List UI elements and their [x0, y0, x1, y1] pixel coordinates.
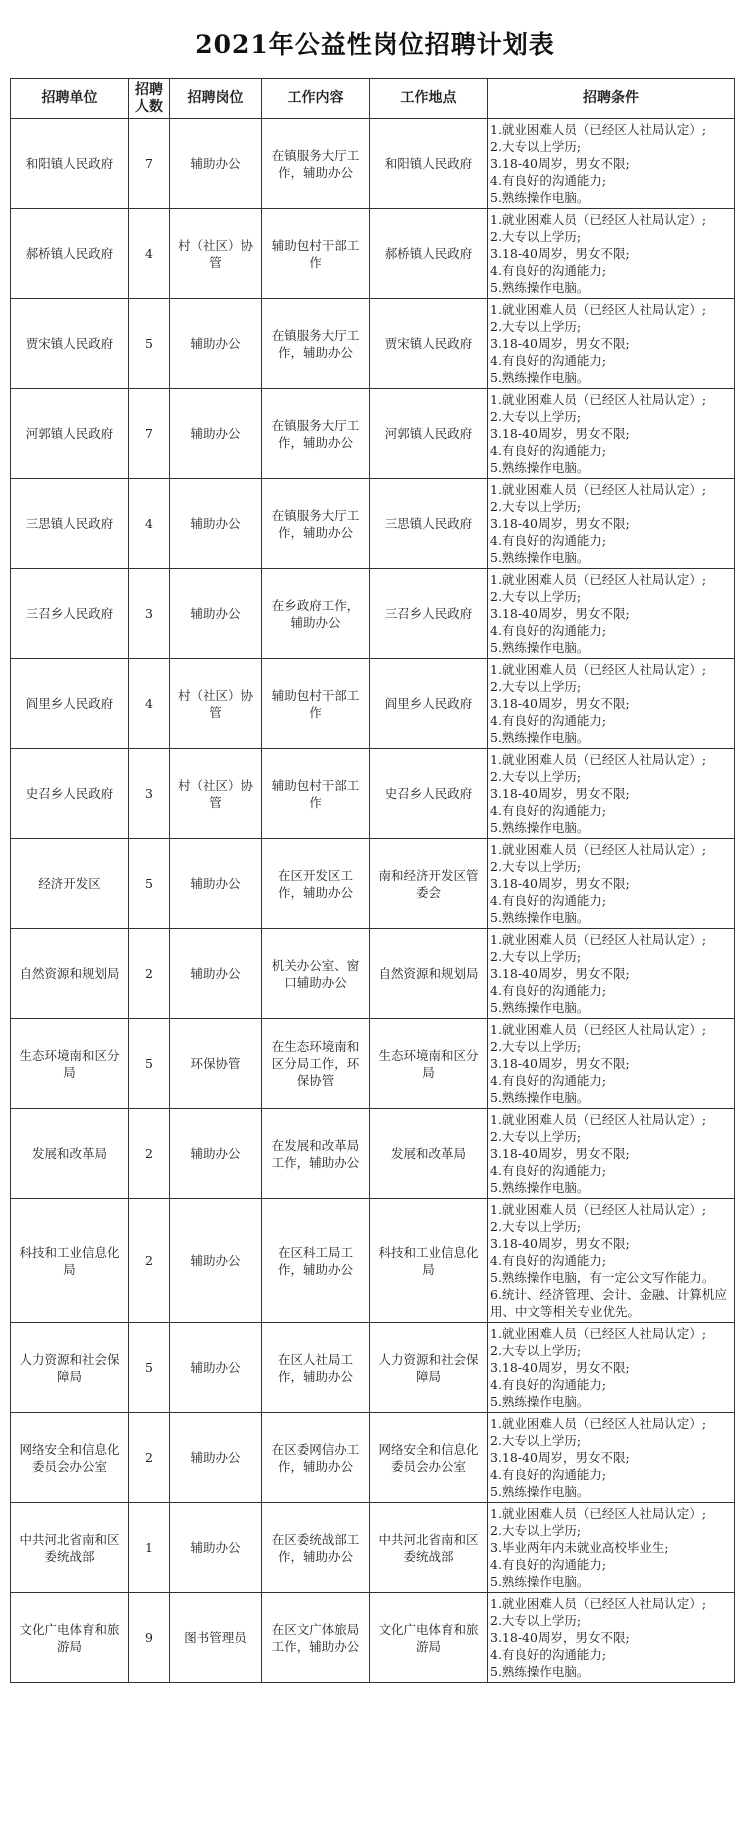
condition-item: 5.熟练操作电脑。 — [490, 730, 590, 745]
cell-count: 4 — [129, 209, 170, 299]
condition-item: 6.统计、经济管理、会计、金融、计算机应用、中文等相关专业优先。 — [490, 1287, 727, 1319]
cell-conditions — [488, 659, 735, 749]
cell-conditions — [488, 929, 735, 1019]
condition-item: 3.18-40周岁，男女不限; — [490, 516, 630, 531]
condition-item: 1.就业困难人员（已经区人社局认定）; — [490, 1202, 707, 1217]
cell-conditions — [488, 1019, 735, 1109]
cell-unit: 河郭镇人民政府 — [11, 389, 129, 479]
condition-item: 4.有良好的沟通能力; — [490, 803, 607, 818]
cell-content: 在区文广体旅局工作，辅助办公 — [262, 1593, 370, 1683]
cell-count: 2 — [129, 929, 170, 1019]
cell-count: 2 — [129, 1199, 170, 1323]
table-row — [11, 569, 735, 659]
condition-item: 2.大专以上学历; — [490, 1523, 582, 1538]
condition-item: 3.18-40周岁，男女不限; — [490, 1360, 630, 1375]
condition-item: 3.18-40周岁，男女不限; — [490, 1236, 630, 1251]
condition-item: 3.18-40周岁，男女不限; — [490, 1056, 630, 1071]
condition-item: 4.有良好的沟通能力; — [490, 623, 607, 638]
cell-conditions — [488, 1413, 735, 1503]
condition-item: 1.就业困难人员（已经区人社局认定）; — [490, 1112, 707, 1127]
cell-unit: 史召乡人民政府 — [11, 749, 129, 839]
header-count: 招聘人数 — [129, 79, 170, 119]
recruitment-plan-table — [10, 78, 735, 1683]
cell-conditions — [488, 1503, 735, 1593]
cell-location: 中共河北省南和区委统战部 — [370, 1503, 488, 1593]
cell-content: 辅助包村干部工作 — [262, 749, 370, 839]
condition-item: 4.有良好的沟通能力; — [490, 533, 607, 548]
cell-content: 辅助包村干部工作 — [262, 659, 370, 749]
cell-position: 辅助办公 — [170, 119, 262, 209]
table-row — [11, 389, 735, 479]
cell-location: 和阳镇人民政府 — [370, 119, 488, 209]
cell-position: 辅助办公 — [170, 569, 262, 659]
table-row — [11, 119, 735, 209]
condition-item: 1.就业困难人员（已经区人社局认定）; — [490, 1326, 707, 1341]
condition-item: 5.熟练操作电脑。 — [490, 460, 590, 475]
cell-conditions — [488, 299, 735, 389]
condition-item: 3.18-40周岁，男女不限; — [490, 606, 630, 621]
condition-item: 4.有良好的沟通能力; — [490, 1647, 607, 1662]
condition-item: 3.18-40周岁，男女不限; — [490, 876, 630, 891]
cell-conditions — [488, 839, 735, 929]
cell-position: 村（社区）协管 — [170, 209, 262, 299]
cell-content: 在镇服务大厅工作，辅助办公 — [262, 479, 370, 569]
table-row — [11, 209, 735, 299]
condition-item: 1.就业困难人员（已经区人社局认定）; — [490, 392, 707, 407]
condition-item: 5.熟练操作电脑，有一定公文写作能力。 — [490, 1270, 715, 1285]
condition-item: 3.18-40周岁，男女不限; — [490, 1450, 630, 1465]
cell-count: 5 — [129, 299, 170, 389]
condition-item: 1.就业困难人员（已经区人社局认定）; — [490, 932, 707, 947]
cell-location: 阎里乡人民政府 — [370, 659, 488, 749]
table-row — [11, 299, 735, 389]
condition-item: 5.熟练操作电脑。 — [490, 190, 590, 205]
condition-item: 1.就业困难人员（已经区人社局认定）; — [490, 662, 707, 677]
condition-item: 4.有良好的沟通能力; — [490, 983, 607, 998]
condition-item: 4.有良好的沟通能力; — [490, 1073, 607, 1088]
cell-content: 在镇服务大厅工作，辅助办公 — [262, 389, 370, 479]
cell-unit: 贾宋镇人民政府 — [11, 299, 129, 389]
condition-item: 4.有良好的沟通能力; — [490, 173, 607, 188]
condition-item: 1.就业困难人员（已经区人社局认定）; — [490, 212, 707, 227]
condition-item: 3.18-40周岁，男女不限; — [490, 246, 630, 261]
condition-item: 2.大专以上学历; — [490, 1433, 582, 1448]
cell-count: 3 — [129, 749, 170, 839]
condition-item: 4.有良好的沟通能力; — [490, 1467, 607, 1482]
condition-item: 2.大专以上学历; — [490, 1129, 582, 1144]
table-header-row — [11, 79, 735, 119]
condition-item: 3.18-40周岁，男女不限; — [490, 1146, 630, 1161]
cell-location: 科技和工业信息化局 — [370, 1199, 488, 1323]
cell-position: 辅助办公 — [170, 1413, 262, 1503]
cell-location: 自然资源和规划局 — [370, 929, 488, 1019]
cell-location: 南和经济开发区管委会 — [370, 839, 488, 929]
table-row — [11, 479, 735, 569]
cell-location: 三思镇人民政府 — [370, 479, 488, 569]
cell-count: 4 — [129, 659, 170, 749]
cell-conditions — [488, 1323, 735, 1413]
cell-location: 贾宋镇人民政府 — [370, 299, 488, 389]
condition-item: 2.大专以上学历; — [490, 409, 582, 424]
cell-location: 河郭镇人民政府 — [370, 389, 488, 479]
table-row — [11, 1199, 735, 1323]
condition-item: 5.熟练操作电脑。 — [490, 550, 590, 565]
cell-unit: 经济开发区 — [11, 839, 129, 929]
cell-count: 5 — [129, 1019, 170, 1109]
table-row — [11, 1323, 735, 1413]
cell-position: 辅助办公 — [170, 929, 262, 1019]
condition-item: 2.大专以上学历; — [490, 499, 582, 514]
cell-unit: 中共河北省南和区委统战部 — [11, 1503, 129, 1593]
condition-item: 1.就业困难人员（已经区人社局认定）; — [490, 842, 707, 857]
condition-item: 2.大专以上学历; — [490, 859, 582, 874]
condition-item: 3.18-40周岁，男女不限; — [490, 426, 630, 441]
cell-count: 2 — [129, 1413, 170, 1503]
cell-location: 生态环境南和区分局 — [370, 1019, 488, 1109]
cell-location: 人力资源和社会保障局 — [370, 1323, 488, 1413]
cell-count: 9 — [129, 1593, 170, 1683]
cell-count: 2 — [129, 1109, 170, 1199]
table-row — [11, 1019, 735, 1109]
table-row — [11, 929, 735, 1019]
condition-item: 5.熟练操作电脑。 — [490, 1000, 590, 1015]
condition-item: 1.就业困难人员（已经区人社局认定）; — [490, 1416, 707, 1431]
cell-content: 辅助包村干部工作 — [262, 209, 370, 299]
condition-item: 5.熟练操作电脑。 — [490, 1664, 590, 1679]
cell-conditions — [488, 1199, 735, 1323]
cell-position: 辅助办公 — [170, 839, 262, 929]
cell-position: 辅助办公 — [170, 1109, 262, 1199]
header-conditions: 招聘条件 — [488, 79, 735, 119]
cell-unit: 三召乡人民政府 — [11, 569, 129, 659]
condition-item: 3.18-40周岁，男女不限; — [490, 696, 630, 711]
cell-count: 1 — [129, 1503, 170, 1593]
cell-position: 环保协管 — [170, 1019, 262, 1109]
header-content: 工作内容 — [262, 79, 370, 119]
condition-item: 3.18-40周岁，男女不限; — [490, 156, 630, 171]
cell-count: 5 — [129, 839, 170, 929]
table-row — [11, 659, 735, 749]
cell-location: 三召乡人民政府 — [370, 569, 488, 659]
cell-count: 5 — [129, 1323, 170, 1413]
cell-position: 辅助办公 — [170, 389, 262, 479]
condition-item: 2.大专以上学历; — [490, 679, 582, 694]
cell-conditions — [488, 389, 735, 479]
cell-content: 在区开发区工作，辅助办公 — [262, 839, 370, 929]
cell-conditions — [488, 119, 735, 209]
condition-item: 4.有良好的沟通能力; — [490, 1163, 607, 1178]
condition-item: 5.熟练操作电脑。 — [490, 280, 590, 295]
table-row — [11, 749, 735, 839]
cell-position: 辅助办公 — [170, 1503, 262, 1593]
cell-position: 辅助办公 — [170, 1199, 262, 1323]
cell-location: 发展和改革局 — [370, 1109, 488, 1199]
cell-location: 文化广电体育和旅游局 — [370, 1593, 488, 1683]
condition-item: 2.大专以上学历; — [490, 1343, 582, 1358]
header-position: 招聘岗位 — [170, 79, 262, 119]
condition-item: 5.熟练操作电脑。 — [490, 1090, 590, 1105]
condition-item: 4.有良好的沟通能力; — [490, 1253, 607, 1268]
condition-item: 1.就业困难人员（已经区人社局认定）; — [490, 482, 707, 497]
condition-item: 5.熟练操作电脑。 — [490, 1180, 590, 1195]
document-title: 2021年公益性岗位招聘计划表 — [195, 30, 555, 59]
cell-content: 在区委网信办工作，辅助办公 — [262, 1413, 370, 1503]
condition-item: 3.毕业两年内未就业高校毕业生; — [490, 1540, 669, 1555]
condition-item: 5.熟练操作电脑。 — [490, 910, 590, 925]
condition-item: 3.18-40周岁，男女不限; — [490, 966, 630, 981]
header-unit: 招聘单位 — [11, 79, 129, 119]
condition-item: 4.有良好的沟通能力; — [490, 353, 607, 368]
table-row — [11, 839, 735, 929]
cell-conditions — [488, 1109, 735, 1199]
cell-content: 在发展和改革局工作，辅助办公 — [262, 1109, 370, 1199]
condition-item: 1.就业困难人员（已经区人社局认定）; — [490, 122, 707, 137]
condition-item: 2.大专以上学历; — [490, 1219, 582, 1234]
cell-conditions — [488, 209, 735, 299]
header-location: 工作地点 — [370, 79, 488, 119]
condition-item: 4.有良好的沟通能力; — [490, 263, 607, 278]
cell-content: 在乡政府工作，辅助办公 — [262, 569, 370, 659]
condition-item: 4.有良好的沟通能力; — [490, 1557, 607, 1572]
condition-item: 2.大专以上学历; — [490, 139, 582, 154]
cell-conditions — [488, 749, 735, 839]
table-row — [11, 1109, 735, 1199]
condition-item: 3.18-40周岁，男女不限; — [490, 336, 630, 351]
condition-item: 2.大专以上学历; — [490, 769, 582, 784]
cell-content: 在镇服务大厅工作，辅助办公 — [262, 119, 370, 209]
cell-unit: 三思镇人民政府 — [11, 479, 129, 569]
cell-position: 辅助办公 — [170, 479, 262, 569]
condition-item: 1.就业困难人员（已经区人社局认定）; — [490, 752, 707, 767]
condition-item: 5.熟练操作电脑。 — [490, 640, 590, 655]
cell-count: 7 — [129, 119, 170, 209]
cell-unit: 科技和工业信息化局 — [11, 1199, 129, 1323]
cell-content: 在区科工局工作，辅助办公 — [262, 1199, 370, 1323]
cell-count: 7 — [129, 389, 170, 479]
condition-item: 1.就业困难人员（已经区人社局认定）; — [490, 1022, 707, 1037]
cell-content: 在区人社局工作，辅助办公 — [262, 1323, 370, 1413]
table-row — [11, 1503, 735, 1593]
cell-position: 辅助办公 — [170, 1323, 262, 1413]
condition-item: 2.大专以上学历; — [490, 589, 582, 604]
table-row — [11, 1413, 735, 1503]
cell-position: 辅助办公 — [170, 299, 262, 389]
cell-count: 3 — [129, 569, 170, 659]
cell-unit: 发展和改革局 — [11, 1109, 129, 1199]
cell-conditions — [488, 479, 735, 569]
condition-item: 1.就业困难人员（已经区人社局认定）; — [490, 572, 707, 587]
cell-position: 村（社区）协管 — [170, 749, 262, 839]
cell-content: 在镇服务大厅工作，辅助办公 — [262, 299, 370, 389]
cell-unit: 文化广电体育和旅游局 — [11, 1593, 129, 1683]
cell-unit: 自然资源和规划局 — [11, 929, 129, 1019]
condition-item: 5.熟练操作电脑。 — [490, 370, 590, 385]
condition-item: 1.就业困难人员（已经区人社局认定）; — [490, 1596, 707, 1611]
condition-item: 2.大专以上学历; — [490, 949, 582, 964]
cell-position: 村（社区）协管 — [170, 659, 262, 749]
cell-unit: 郝桥镇人民政府 — [11, 209, 129, 299]
condition-item: 2.大专以上学历; — [490, 1613, 582, 1628]
condition-item: 2.大专以上学历; — [490, 1039, 582, 1054]
condition-item: 2.大专以上学历; — [490, 319, 582, 334]
cell-unit: 网络安全和信息化委员会办公室 — [11, 1413, 129, 1503]
cell-content: 在生态环境南和区分局工作，环保协管 — [262, 1019, 370, 1109]
cell-position: 图书管理员 — [170, 1593, 262, 1683]
condition-item: 4.有良好的沟通能力; — [490, 443, 607, 458]
cell-unit: 人力资源和社会保障局 — [11, 1323, 129, 1413]
cell-conditions — [488, 1593, 735, 1683]
condition-item: 2.大专以上学历; — [490, 229, 582, 244]
condition-item: 1.就业困难人员（已经区人社局认定）; — [490, 302, 707, 317]
cell-content: 机关办公室、窗口辅助办公 — [262, 929, 370, 1019]
cell-unit: 和阳镇人民政府 — [11, 119, 129, 209]
condition-item: 3.18-40周岁，男女不限; — [490, 786, 630, 801]
condition-item: 5.熟练操作电脑。 — [490, 820, 590, 835]
condition-item: 4.有良好的沟通能力; — [490, 893, 607, 908]
condition-item: 4.有良好的沟通能力; — [490, 713, 607, 728]
condition-item: 5.熟练操作电脑。 — [490, 1574, 590, 1589]
condition-item: 4.有良好的沟通能力; — [490, 1377, 607, 1392]
table-body — [11, 119, 735, 1683]
condition-item: 5.熟练操作电脑。 — [490, 1394, 590, 1409]
condition-item: 1.就业困难人员（已经区人社局认定）; — [490, 1506, 707, 1521]
condition-item: 5.熟练操作电脑。 — [490, 1484, 590, 1499]
cell-unit: 阎里乡人民政府 — [11, 659, 129, 749]
cell-unit: 生态环境南和区分局 — [11, 1019, 129, 1109]
condition-item: 3.18-40周岁，男女不限; — [490, 1630, 630, 1645]
table-row — [11, 1593, 735, 1683]
cell-conditions — [488, 569, 735, 659]
cell-count: 4 — [129, 479, 170, 569]
cell-location: 网络安全和信息化委员会办公室 — [370, 1413, 488, 1503]
cell-location: 郝桥镇人民政府 — [370, 209, 488, 299]
cell-content: 在区委统战部工作，辅助办公 — [262, 1503, 370, 1593]
cell-location: 史召乡人民政府 — [370, 749, 488, 839]
